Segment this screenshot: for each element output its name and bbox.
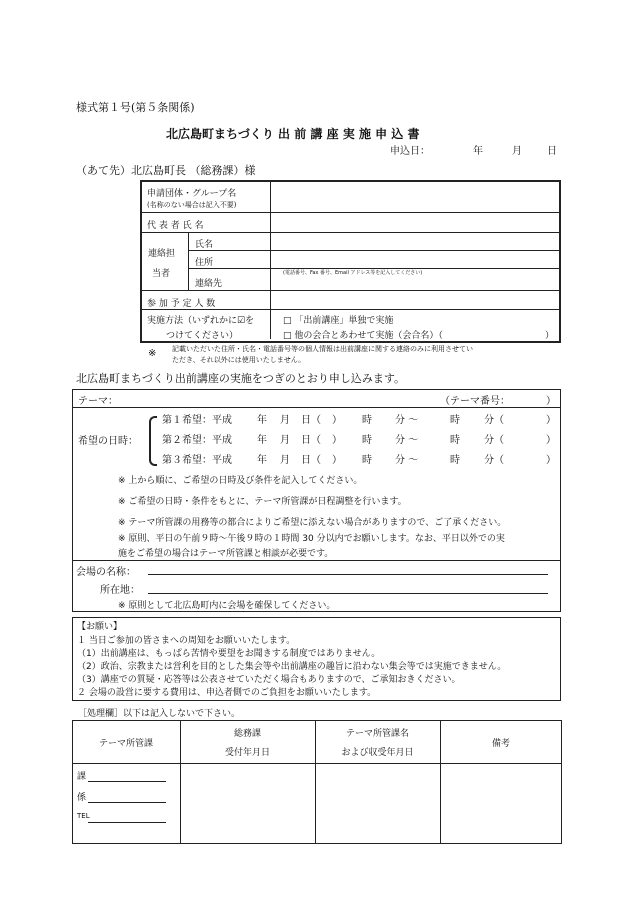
group-name-note: (名称のない場合は記入不要) [147, 201, 237, 209]
hour-unit: 時 [362, 455, 372, 466]
theme-field[interactable] [128, 391, 428, 406]
privacy-note-mark: ※ [148, 348, 157, 359]
hour-unit: 時 [450, 435, 460, 446]
processing-col-remarks: 備考 [491, 739, 510, 749]
request-line-1: １ 当日ご参加の皆さまへの周知をお願いいたします。 [77, 636, 296, 646]
apply-date-label: 申込日： [390, 146, 430, 157]
processing-col-dept-name-1: テーマ所管課名 [345, 729, 409, 739]
processing-kakari-label: 係 [77, 793, 87, 803]
condition-close: ） [546, 415, 556, 426]
schedule-note-5: 施をご希望の場合はテーマ所管課と相談が必要です。 [118, 549, 334, 559]
method-label-2: つけてください） [166, 331, 239, 341]
day-unit: 日（ [301, 415, 321, 426]
processing-col-dept-name-2: および収受年月日 [341, 748, 414, 758]
weekday-close: ） [332, 435, 342, 446]
participants-field[interactable] [271, 292, 558, 308]
minute-unit: 分（ [484, 415, 504, 426]
contact-person-label-2: 当者 [152, 269, 171, 279]
group-name-field[interactable] [271, 184, 558, 210]
venue-name-field[interactable] [150, 561, 546, 574]
venue-name-label: 会場の名称： [76, 567, 136, 578]
hour-unit: 時 [362, 435, 372, 446]
venue-location-label: 所在地： [100, 585, 140, 596]
schedule-note-2: ※ ご希望の日時・条件をもとに、テーマ所管課が日程調整を行います。 [118, 497, 407, 507]
apply-date-day: 日 [547, 146, 557, 157]
schedule-note-1: ※ 上から順に、ご希望の日時及び条件を記入してください。 [118, 476, 363, 486]
request-line-5: ２ 会場の設営に要する費用は、申込者側でのご負担をお願いいたします。 [77, 688, 377, 698]
day-unit: 日（ [301, 455, 321, 466]
form-title: 北広島町まちづくり 出 前 講 座 実 施 申 込 書 [166, 127, 420, 141]
minute-unit: 分 ～ [395, 435, 419, 446]
representative-field[interactable] [271, 214, 558, 231]
method-option-combined[interactable]: □ 他の会合とあわせて実施（会合名）（ [283, 331, 443, 341]
condition-close: ） [546, 455, 556, 466]
month-unit: 月 [280, 435, 290, 446]
theme-number-label: （テーマ番号： [440, 396, 510, 407]
privacy-note-line1: 記載いただいた住所・氏名・電話番号等の個人情報は出前講座に関する連絡のみに利用させてい [172, 345, 473, 353]
year-unit: 年 [257, 435, 267, 446]
apply-date-month: 月 [512, 146, 522, 157]
schedule-label: 希望の日時： [78, 436, 138, 447]
choice-label: 第３希望：平成 [162, 455, 232, 466]
addressee: （あて先）北広島町長 （総務課）様 [76, 164, 256, 177]
method-label-1: 実施方法（いずれかに☑を [147, 316, 255, 326]
contact-name-label: 氏名 [195, 240, 214, 250]
month-unit: 月 [280, 415, 290, 426]
request-line-4: （3）講座での質疑・応答等は公表させていただく場合もありますので、ご承知おきください。 [77, 675, 461, 685]
processing-col-theme-dept: テーマ所管課 [98, 739, 153, 749]
minute-unit: 分 ～ [395, 415, 419, 426]
minute-unit: 分（ [484, 455, 504, 466]
schedule-brace [149, 416, 157, 466]
apply-date-year: 年 [473, 146, 483, 157]
minute-unit: 分 ～ [395, 455, 419, 466]
hour-unit: 時 [450, 415, 460, 426]
contact-phone-note: (電話番号、Fax 番号、Email アドレス等を記入してください) [283, 270, 423, 276]
processing-col-general-affairs-2: 受付年月日 [224, 748, 270, 758]
method-option-combined-end: ） [545, 331, 555, 341]
contact-address-label: 住所 [195, 258, 214, 268]
form-number: 様式第１号(第５条関係) [76, 101, 195, 114]
contact-person-label-1: 連絡担 [148, 249, 176, 259]
year-unit: 年 [257, 455, 267, 466]
processing-col-general-affairs-1: 総務課 [233, 729, 261, 739]
contact-name-field[interactable] [271, 234, 558, 249]
request-line-3: （2）政治、宗教または営利を目的とした集会等や出前講座の趣旨に沿わない集会等では実施できません。 [77, 662, 507, 672]
hour-unit: 時 [450, 455, 460, 466]
processing-tel-label: TEL [77, 812, 90, 820]
venue-note: ※ 原則として北広島町内に会場を確保してください。 [118, 601, 336, 611]
schedule-note-3: ※ テーマ所管課の用務等の都合によりご希望に添えない場合がありますので、ご了承ください。 [118, 518, 507, 528]
group-name-label: 申請団体・グループ名 [147, 189, 237, 199]
minute-unit: 分（ [484, 435, 504, 446]
contact-phone-field[interactable] [271, 276, 558, 289]
schedule-note-4: ※ 原則、平日の午前９時～午後９時の１時間 30 分以内でお願いします。なお、平日以外での実 [118, 534, 505, 544]
processing-ka-label: 課 [77, 772, 87, 782]
condition-close: ） [546, 435, 556, 446]
choice-label: 第１希望：平成 [162, 415, 232, 426]
month-unit: 月 [280, 455, 290, 466]
contact-address-field[interactable] [271, 252, 558, 267]
privacy-note-line2: ただき、それ以外には使用いたしません。 [172, 356, 306, 364]
contact-phone-label: 連絡先 [195, 279, 223, 289]
request-title: 【お願い】 [77, 622, 123, 632]
request-line-2: （1）出前講座は、もっぱら苦情や要望をお聞きする制度ではありません。 [77, 649, 381, 659]
hour-unit: 時 [362, 415, 372, 426]
theme-number-end: ） [546, 396, 556, 407]
day-unit: 日（ [301, 435, 321, 446]
participants-label: 参 加 予 定 人 数 [147, 299, 216, 309]
representative-label: 代 表 者 氏 名 [147, 221, 204, 231]
weekday-close: ） [332, 455, 342, 466]
year-unit: 年 [257, 415, 267, 426]
processing-label: ［処理欄］以下は記入しないで下さい。 [78, 709, 241, 719]
theme-label: テーマ： [78, 396, 118, 407]
weekday-close: ） [332, 415, 342, 426]
method-option-standalone[interactable]: □ 「出前講座」単独で実施 [283, 316, 394, 326]
venue-location-field[interactable] [150, 580, 546, 593]
choice-label: 第２希望：平成 [162, 435, 232, 446]
apply-statement: 北広島町まちづくり出前講座の実施をつぎのとおり申し込みます。 [76, 372, 406, 385]
